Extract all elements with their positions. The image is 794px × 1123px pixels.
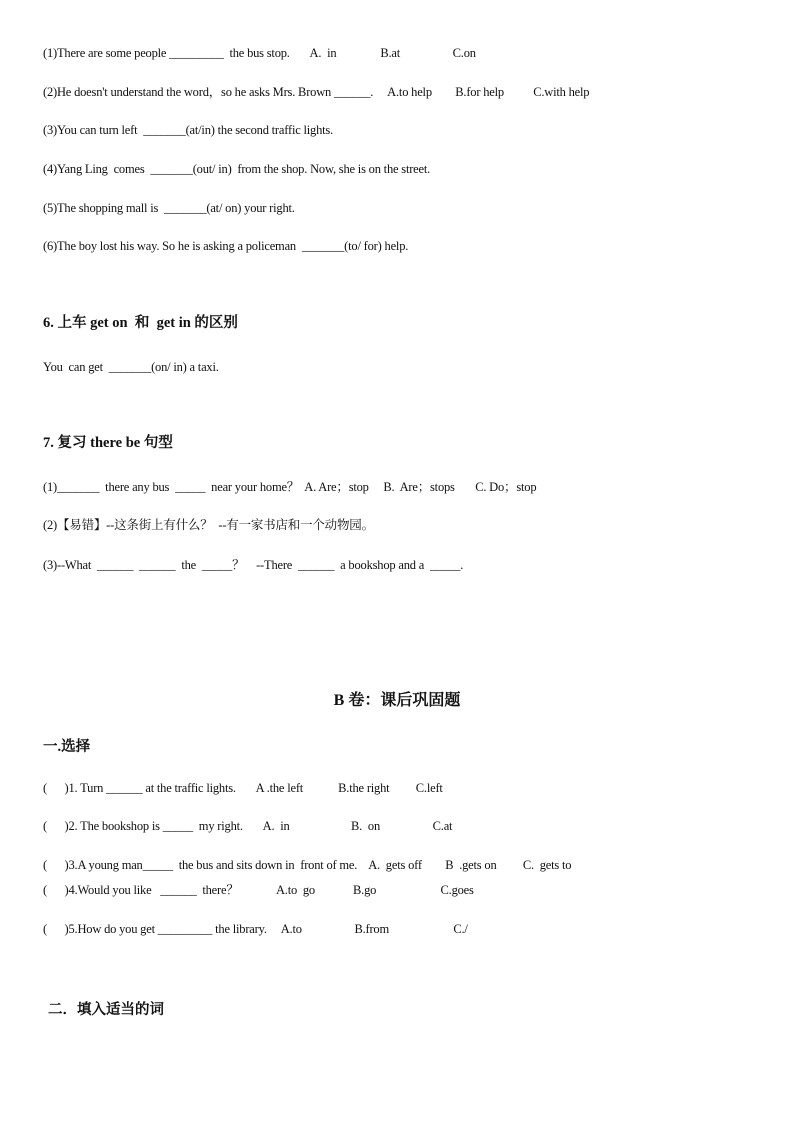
question-5-3: (3)You can turn left _______(at/in) the second traffic lights. — [43, 123, 334, 137]
question-5-4: (4)Yang Ling comes _______(out/ in) from the shop. Now, she is on the street. — [43, 162, 431, 176]
question-7-1: (1)_______ there any bus _____ near your home？ A. Are；stop B. Are；stops C. Do；stop — [43, 480, 537, 494]
question-5-5: (5)The shopping mall is _______(at/ on) your right. — [43, 201, 295, 215]
part-b-section-2-heading: 二．填入适当的词 — [48, 1002, 164, 1018]
choice-question-3: ( )3.A young man_____ the bus and sits down in front of me. A. gets off B .gets on C. gets to — [43, 858, 572, 872]
question-7-3: (3)--What ______ ______ the _____？ --There ______ a bookshop and a _____. — [43, 558, 464, 572]
choice-question-5: ( )5.How do you get _________ the library. A.to B.from C./ — [43, 922, 468, 936]
choice-question-4: ( )4.Would you like ______ there？ A.to go B.go C.goes — [43, 883, 474, 897]
question-6-1: You can get _______(on/ in) a taxi. — [43, 360, 219, 374]
question-5-6: (6)The boy lost his way. So he is asking a policeman _______(to/ for) help. — [43, 239, 409, 253]
question-7-2: (2)【易错】--这条街上有什么？ --有一家书店和一个动物园。 — [43, 518, 374, 532]
question-5-1: (1)There are some people _________ the bus stop. A. in B.at C.on — [43, 46, 476, 60]
choice-question-2: ( )2. The bookshop is _____ my right. A. in B. on C.at — [43, 819, 453, 833]
choice-question-1: ( )1. Turn ______ at the traffic lights. A .the left B.the right C.left — [43, 781, 443, 795]
section-6-heading: 6. 上车 get on 和 get in 的区别 — [43, 315, 238, 331]
part-b-title: B 卷：课后巩固题 — [333, 692, 461, 709]
part-b-section-1-heading: 一.选择 — [43, 739, 91, 755]
section-7-heading: 7. 复习 there be 句型 — [43, 435, 173, 451]
question-5-2: (2)He doesn't understand the word，so he asks Mrs. Brown ______. A.to help B.for help C.with help — [43, 85, 590, 99]
